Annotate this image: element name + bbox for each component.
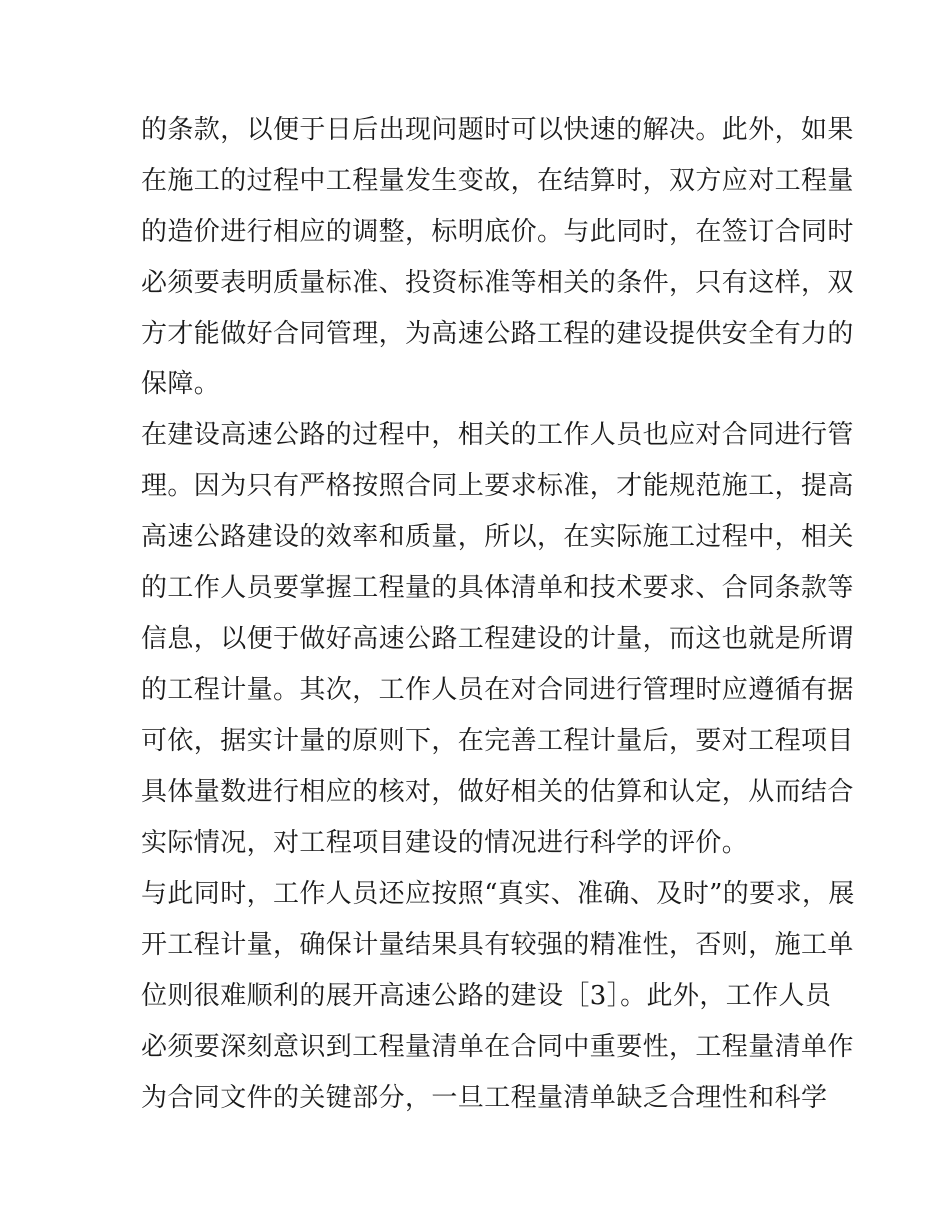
text-line: 具体量数进行相应的核对，做好相关的估算和认定，从而结合 bbox=[141, 777, 854, 807]
text-line: 保障。 bbox=[141, 369, 221, 399]
text-line: 可依，据实计量的原则下，在完善工程计量后，要对工程项目 bbox=[141, 726, 854, 756]
text-line: 开工程计量，确保计量结果具有较强的精准性，否则，施工单 bbox=[141, 930, 854, 960]
text-line: 理。因为只有严格按照合同上要求标准，才能规范施工，提高 bbox=[141, 471, 854, 501]
text-line: 必须要表明质量标准、投资标准等相关的条件，只有这样，双 bbox=[141, 268, 854, 298]
text-line: 的工程计量。其次，工作人员在对合同进行管理时应遵循有据 bbox=[141, 675, 854, 705]
text-line: 位则很难顺利的展开高速公路的建设［3］。此外，工作人员 bbox=[141, 981, 832, 1011]
text-line: 信息，以便于做好高速公路工程建设的计量，而这也就是所谓 bbox=[141, 624, 854, 654]
text-line: 的工作人员要掌握工程量的具体清单和技术要求、合同条款等 bbox=[141, 573, 854, 603]
text-line: 的条款，以便于日后出现问题时可以快速的解决。此外，如果 bbox=[141, 115, 854, 145]
text-line: 为合同文件的关键部分，一旦工程量清单缺乏合理性和科学 bbox=[141, 1083, 828, 1113]
text-line: 实际情况，对工程项目建设的情况进行科学的评价。 bbox=[141, 828, 749, 858]
text-line: 与此同时，工作人员还应按照“真实、准确、及时”的要求，展 bbox=[141, 879, 855, 909]
text-line: 在施工的过程中工程量发生变故，在结算时，双方应对工程量 bbox=[141, 166, 854, 196]
text-line: 必须要深刻意识到工程量清单在合同中重要性，工程量清单作 bbox=[141, 1032, 854, 1062]
text-line: 方才能做好合同管理，为高速公路工程的建设提供安全有力的 bbox=[141, 319, 854, 349]
text-line: 在建设高速公路的过程中，相关的工作人员也应对合同进行管 bbox=[141, 420, 854, 450]
text-line: 的造价进行相应的调整，标明底价。与此同时，在签订合同时 bbox=[141, 217, 854, 247]
text-line: 高速公路建设的效率和质量，所以，在实际施工过程中，相关 bbox=[141, 522, 854, 552]
